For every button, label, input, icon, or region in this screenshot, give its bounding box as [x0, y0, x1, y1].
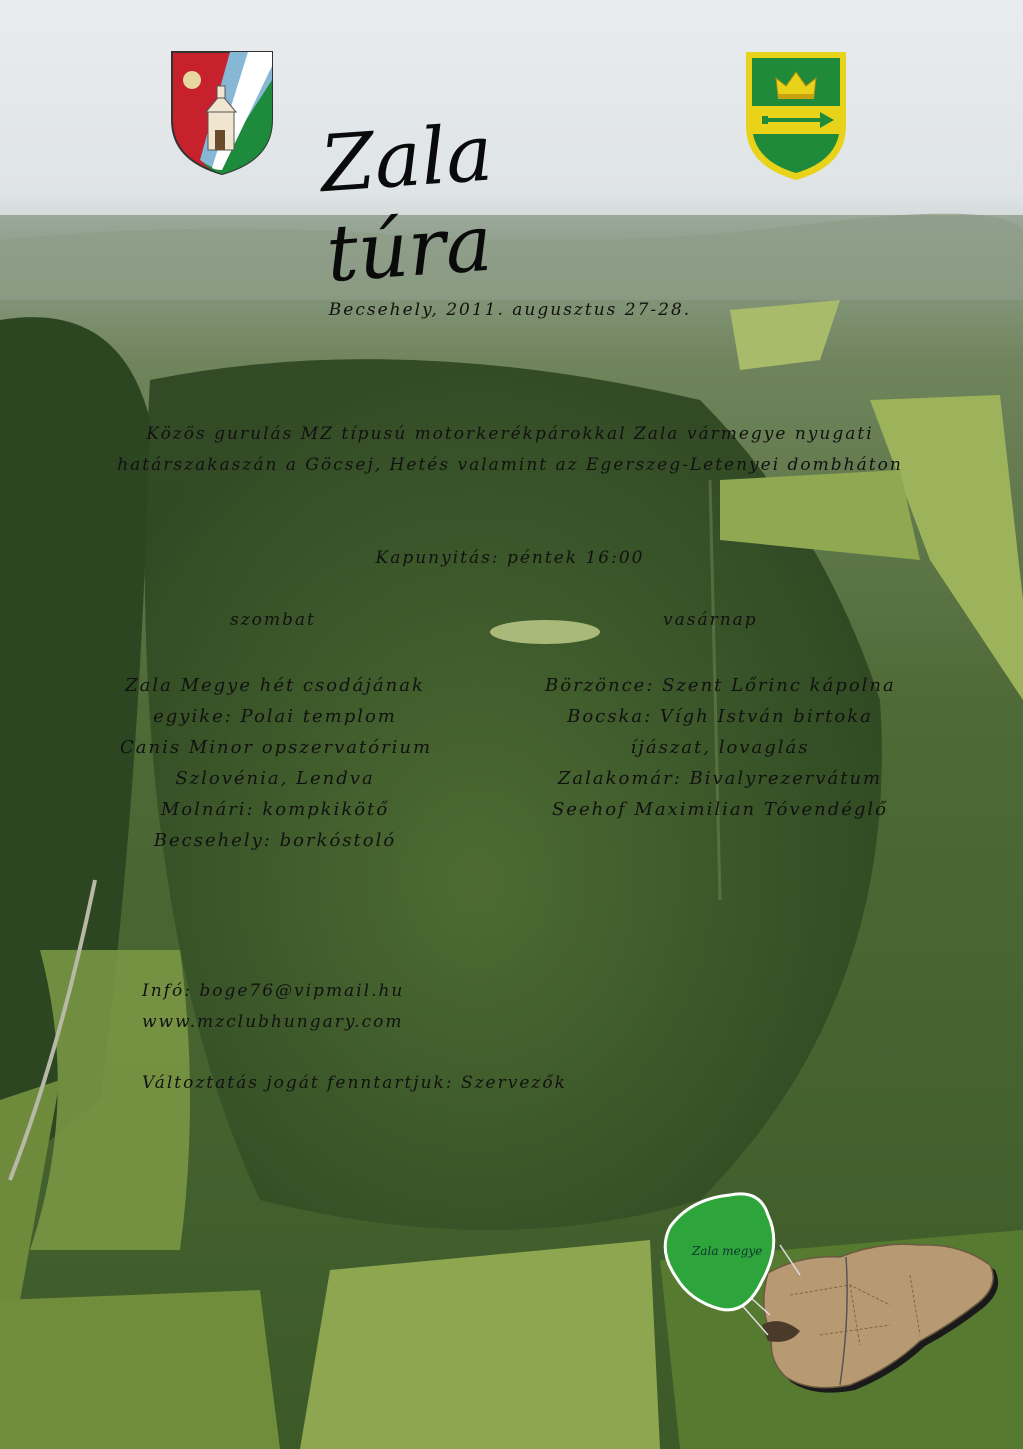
sunday-item: Börzönce: Szent Lőrinc kápolna — [545, 675, 896, 696]
sunday-list — [545, 670, 895, 825]
sunday-item: Seehof Maximilian Tóvendéglő — [551, 799, 889, 820]
green-crown-arrow-coat-of-arms-icon — [740, 48, 852, 184]
saturday-item: Zala Megye hét csodájának — [125, 675, 425, 696]
becsehely-coat-of-arms-icon — [170, 50, 274, 176]
sunday-item: Bocska: Vígh István birtoka — [567, 706, 873, 727]
saturday-item: egyike: Polai templom — [153, 706, 397, 727]
description-line-2: határszakaszán a Göcsej, Hetés valamint az Egerszeg-Letenyei dombháton — [117, 455, 903, 475]
opening-time: Kapunyitás: péntek 16:00 — [375, 548, 645, 568]
disclaimer: Változtatás jogát fenntartjuk: Szervezők — [142, 1073, 567, 1093]
sunday-item: íjászat, lovaglás — [630, 737, 810, 758]
contact-website: www.mzclubhungary.com — [142, 1012, 404, 1032]
map-label: Zala megye — [692, 1244, 763, 1258]
saturday-item: Canis Minor opszervatórium — [120, 737, 433, 758]
page-title: Zala túra — [317, 108, 496, 300]
date-line: Becsehely, 2011. augusztus 27-28. — [328, 300, 692, 320]
sunday-item: Zalakomár: Bivalyrezervátum — [557, 768, 883, 789]
saturday-item: Szlovénia, Lendva — [175, 768, 375, 789]
hungary-map-zala-county-icon — [650, 1185, 1000, 1395]
saturday-item: Molnári: kompkikötő — [160, 799, 390, 820]
saturday-heading: szombat — [230, 610, 316, 630]
saturday-item: Becsehely: borkóstoló — [153, 830, 397, 851]
description-line-1: Közös gurulás MZ típusú motorkerékpárokkal Zala vármegye nyugati — [146, 424, 874, 444]
contact-email: Infó: boge76@vipmail.hu — [142, 981, 405, 1001]
saturday-list — [120, 670, 433, 856]
sunday-heading: vasárnap — [663, 610, 758, 630]
